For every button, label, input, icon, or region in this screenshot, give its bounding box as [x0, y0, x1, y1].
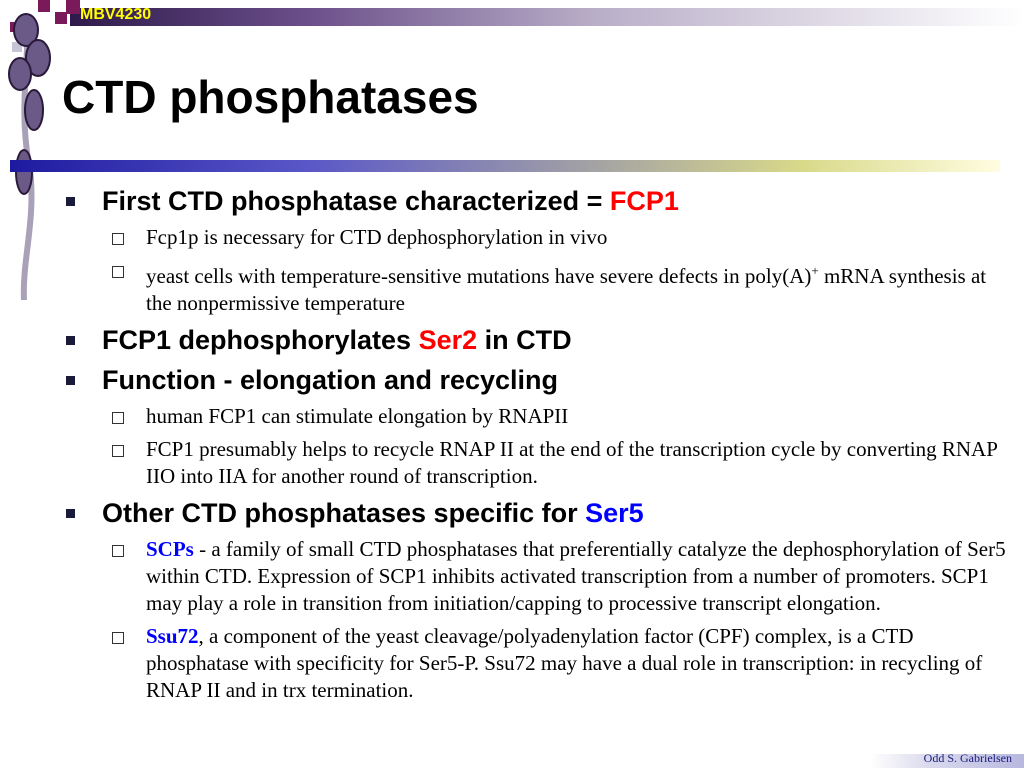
subbullet-5: SCPs - a family of small CTD phosphatases that preferentially catalyze the dephosphorylation of Ser5 within CTD. Expression of SCP1 inhibits activated transcription from a number of promoters. SCP1 may play a role in transition from initiation/capping to processive transcript elongation. [64, 536, 1014, 617]
square-bullet-icon [66, 509, 75, 518]
slide-title: CTD phosphatases [62, 71, 479, 123]
highlight-ssu72: Ssu72 [146, 624, 199, 648]
hollow-square-bullet-icon [112, 632, 124, 644]
square-bullet-icon [66, 197, 75, 206]
footer-author: Odd S. Gabrielsen [923, 751, 1012, 765]
highlight-ser5: Ser5 [585, 498, 644, 528]
bullet-4: Other CTD phosphatases specific for Ser5 [64, 496, 1014, 530]
subbullet-4: FCP1 presumably helps to recycle RNAP II at the end of the transcription cycle by converting RNAP IIO into IIA for another round of transcription. [64, 436, 1014, 490]
bullet-3: Function - elongation and recycling [64, 363, 1014, 397]
bullet-2: FCP1 dephosphorylates Ser2 in CTD [64, 323, 1014, 357]
highlight-ser2: Ser2 [418, 325, 478, 355]
subbullet-3: human FCP1 can stimulate elongation by RNAPII [64, 403, 1014, 430]
subbullet-1: Fcp1p is necessary for CTD dephosphorylation in vivo [64, 224, 1014, 251]
subbullet-6: Ssu72, a component of the yeast cleavage/polyadenylation factor (CPF) complex, is a CTD phosphatase with specificity for Ser5-P. Ssu72 may have a dual role in transcription: in recycling of RNAP II and in trx termination. [64, 623, 1014, 704]
course-code: MBV4230 [80, 6, 152, 23]
square-bullet-icon [66, 336, 75, 345]
highlight-scps: SCPs [146, 537, 194, 561]
hollow-square-bullet-icon [112, 412, 124, 424]
bullet-1: First CTD phosphatase characterized = FCP1 [64, 184, 1014, 218]
subbullet-2: yeast cells with temperature-sensitive mutations have severe defects in poly(A)+ mRNA synthesis at the nonpermissive temperature [64, 257, 1014, 317]
slide-body [64, 184, 1014, 710]
hollow-square-bullet-icon [112, 266, 124, 278]
hollow-square-bullet-icon [112, 445, 124, 457]
highlight-fcp1: FCP1 [609, 186, 679, 216]
title-divider [10, 160, 1000, 172]
hollow-square-bullet-icon [112, 233, 124, 245]
header-bar [70, 8, 1024, 26]
square-bullet-icon [66, 376, 75, 385]
hollow-square-bullet-icon [112, 545, 124, 557]
